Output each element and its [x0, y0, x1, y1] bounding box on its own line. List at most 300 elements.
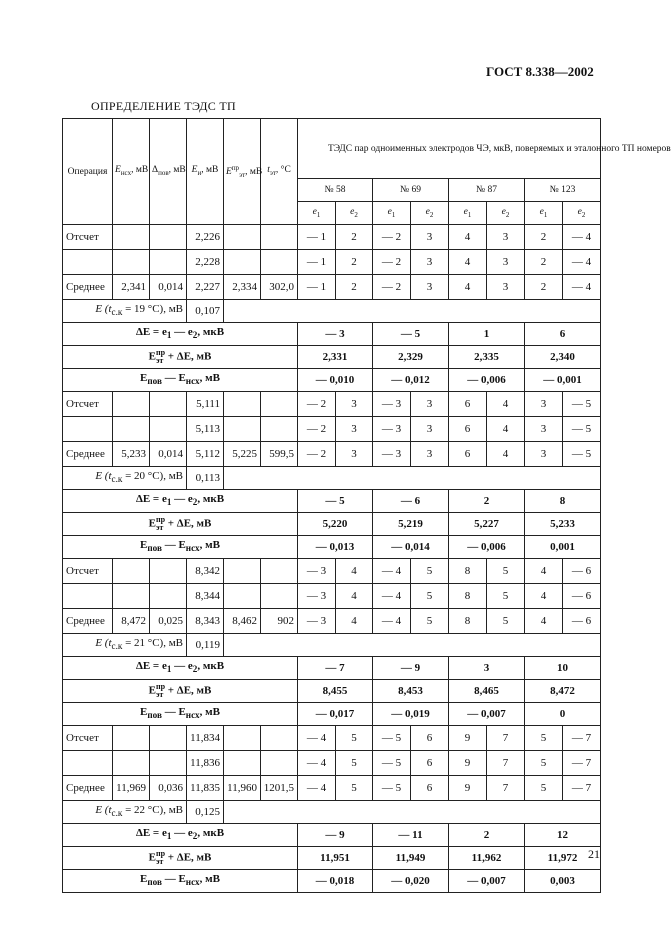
formula-row: [63, 369, 601, 392]
tedc-value-cell: 8: [449, 584, 487, 609]
t-et-cell: [261, 751, 298, 776]
formula-value: — 3: [298, 323, 373, 346]
reference-label: [63, 467, 187, 490]
reference-sub: с.к: [111, 641, 123, 652]
formula-row: [63, 536, 601, 559]
tedc-value-cell: — 5: [373, 751, 411, 776]
header-number: № 58: [298, 179, 373, 202]
reference-label: [63, 801, 187, 824]
formula-sub: 2: [192, 831, 198, 842]
formula-value: — 0,013: [298, 536, 373, 559]
formula-value: 2,340: [525, 346, 601, 369]
tedc-value-cell: — 3: [373, 392, 411, 417]
formula-part: — e: [171, 827, 193, 840]
formula-label: [63, 369, 298, 392]
delta-pov-cell: [150, 559, 187, 584]
tedc-value-cell: 9: [449, 776, 487, 801]
reference-rest: = 19 °C), мВ: [122, 303, 183, 316]
formula-value: 2,331: [298, 346, 373, 369]
operation-cell: [63, 751, 113, 776]
standard-code: ГОСТ 8.338—2002: [486, 64, 594, 79]
formula-row: [63, 703, 601, 726]
reference-sub: с.к: [111, 808, 123, 819]
header-delta-pov: $\Delta_{пов}$, мВ: [150, 119, 187, 225]
formula-sup: пр: [155, 849, 166, 858]
formula-row: [63, 824, 601, 847]
formula-value: 0,001: [525, 536, 601, 559]
formula-value: 11,951: [298, 847, 373, 870]
operation-cell: Среднее: [63, 776, 113, 801]
tedc-value-cell: 8: [449, 609, 487, 634]
tedc-value-cell: 4: [525, 559, 563, 584]
formula-sub: пов: [147, 877, 162, 888]
tedc-value-cell: 6: [411, 776, 449, 801]
formula-part: , мкВ: [197, 827, 225, 840]
tedc-value-cell: 4: [449, 250, 487, 275]
tedc-value-cell: 4: [487, 442, 525, 467]
e-nsh-cell: 11,969: [113, 776, 150, 801]
formula-sub: 1: [166, 664, 172, 675]
tedc-value-cell: 6: [449, 417, 487, 442]
reference-symbol: E (t: [95, 804, 112, 817]
formula-sub: 2: [192, 330, 198, 341]
tedc-value-cell: — 2: [373, 225, 411, 250]
formula-part: ΔE: [135, 326, 151, 339]
delta-pov-cell: 0,014: [150, 275, 187, 300]
tedc-value-cell: 6: [411, 751, 449, 776]
formula-sub: эт: [155, 690, 164, 699]
t-et-cell: 1201,5: [261, 776, 298, 801]
reference-sub: с.к: [111, 307, 123, 318]
formula-sub: 2: [192, 497, 198, 508]
formula-part: ΔE: [135, 827, 151, 840]
operation-cell: Среднее: [63, 609, 113, 634]
e-i-cell: 2,226: [187, 225, 224, 250]
formula-value: 2: [449, 824, 525, 847]
formula-sub: пов: [147, 710, 162, 721]
formula-part: — E: [161, 873, 186, 886]
formula-part: , мкВ: [197, 493, 225, 506]
tedc-value-cell: — 7: [563, 726, 601, 751]
tedc-value-cell: 3: [525, 392, 563, 417]
formula-sub: 1: [166, 330, 172, 341]
tedc-value-cell: 7: [487, 726, 525, 751]
formula-row: [63, 847, 601, 870]
formula-value: 5,227: [449, 513, 525, 536]
table-row: [63, 751, 601, 776]
tedc-value-cell: 3: [487, 225, 525, 250]
table-row: [63, 559, 601, 584]
e-pr-cell: [224, 250, 261, 275]
header-e-pr: $E^{пр}_{эт}$, мВ: [224, 119, 261, 225]
reference-label: [63, 300, 187, 323]
tedc-value-cell: 4: [449, 225, 487, 250]
blank-cell: [224, 634, 601, 657]
tedc-value-cell: — 3: [298, 559, 336, 584]
tedc-value-cell: — 3: [298, 584, 336, 609]
tedc-value-cell: 3: [411, 275, 449, 300]
formula-sub: эт: [155, 356, 164, 365]
reference-value: 0,107: [187, 300, 224, 323]
formula-value: — 6: [373, 490, 449, 513]
blank-cell: [224, 801, 601, 824]
e-nsh-cell: 5,233: [113, 442, 150, 467]
formula-part: = e: [150, 326, 167, 339]
tedc-value-cell: 5: [525, 751, 563, 776]
tedc-value-cell: 5: [411, 584, 449, 609]
e-i-cell: 8,342: [187, 559, 224, 584]
t-et-cell: 302,0: [261, 275, 298, 300]
table-row: [63, 392, 601, 417]
formula-sup: пр: [155, 348, 166, 357]
formula-value: — 0,006: [449, 536, 525, 559]
e-i-cell: 2,228: [187, 250, 224, 275]
operation-cell: Отсчет: [63, 225, 113, 250]
reference-sub: с.к: [111, 474, 123, 485]
formula-label: [63, 536, 298, 559]
tedc-value-cell: — 4: [563, 250, 601, 275]
tedc-value-cell: — 4: [563, 225, 601, 250]
t-et-cell: 599,5: [261, 442, 298, 467]
formula-value: 5,220: [298, 513, 373, 536]
formula-part: E: [148, 684, 156, 697]
e-i-cell: 8,344: [187, 584, 224, 609]
formula-sub: пов: [147, 376, 162, 387]
formula-value: 8,472: [525, 680, 601, 703]
formula-value: — 5: [373, 323, 449, 346]
e-nsh-cell: [113, 726, 150, 751]
formula-row: [63, 346, 601, 369]
e-pr-cell: 8,462: [224, 609, 261, 634]
formula-part: — E: [161, 372, 186, 385]
header-e1: $e_1$: [525, 202, 563, 225]
t-et-cell: 902: [261, 609, 298, 634]
formula-sub: нсх: [185, 877, 200, 888]
reference-value: 0,113: [187, 467, 224, 490]
header-e2: $e_2$: [336, 202, 373, 225]
e-i-cell: 5,111: [187, 392, 224, 417]
formula-value: — 7: [298, 657, 373, 680]
header-operation: Операция: [63, 119, 113, 225]
tedc-value-cell: 2: [525, 250, 563, 275]
header-e-i: $E_и$, мВ: [187, 119, 224, 225]
formula-sub: 1: [166, 497, 172, 508]
tedc-value-cell: 5: [525, 776, 563, 801]
formula-row: [63, 490, 601, 513]
formula-label: [63, 847, 298, 870]
formula-value: 2: [449, 490, 525, 513]
header-e1: $e_1$: [373, 202, 411, 225]
e-i-cell: 8,343: [187, 609, 224, 634]
delta-pov-cell: 0,025: [150, 609, 187, 634]
tedc-value-cell: 3: [336, 392, 373, 417]
tedc-value-cell: 4: [336, 559, 373, 584]
tedc-value-cell: 3: [411, 250, 449, 275]
tedc-value-cell: 4: [487, 392, 525, 417]
tedc-value-cell: — 5: [563, 392, 601, 417]
formula-value: — 0,020: [373, 870, 449, 893]
e-i-cell: 11,835: [187, 776, 224, 801]
reference-row: [63, 801, 601, 824]
header-e2: $e_2$: [487, 202, 525, 225]
formula-part: E: [140, 372, 148, 385]
tedc-value-cell: — 4: [373, 584, 411, 609]
formula-part: , мкВ: [197, 660, 225, 673]
formula-part: E: [140, 873, 148, 886]
formula-value: 11,962: [449, 847, 525, 870]
formula-part: , мВ: [199, 372, 220, 385]
formula-part: + ΔE, мВ: [165, 851, 212, 864]
formula-value: 8,465: [449, 680, 525, 703]
e-i-cell: 11,834: [187, 726, 224, 751]
tedc-value-cell: 9: [449, 726, 487, 751]
tedc-value-cell: 5: [487, 584, 525, 609]
e-pr-cell: 5,225: [224, 442, 261, 467]
formula-part: E: [148, 350, 156, 363]
tedc-value-cell: 2: [525, 275, 563, 300]
e-nsh-cell: [113, 559, 150, 584]
tedc-value-cell: — 6: [563, 584, 601, 609]
tedc-value-cell: — 2: [298, 392, 336, 417]
tedc-value-cell: — 4: [298, 751, 336, 776]
reference-row: [63, 467, 601, 490]
t-et-cell: [261, 559, 298, 584]
formula-label: [63, 490, 298, 513]
tedc-value-cell: — 5: [373, 776, 411, 801]
reference-symbol: E (t: [95, 303, 112, 316]
formula-value: — 0,001: [525, 369, 601, 392]
formula-value: 8,455: [298, 680, 373, 703]
formula-part: — E: [161, 706, 186, 719]
e-nsh-cell: 2,341: [113, 275, 150, 300]
reference-rest: = 21 °C), мВ: [122, 637, 183, 650]
header-number: № 87: [449, 179, 525, 202]
e-pr-cell: 2,334: [224, 275, 261, 300]
formula-value: 0,003: [525, 870, 601, 893]
reference-value: 0,125: [187, 801, 224, 824]
formula-sub: эт: [155, 523, 164, 532]
formula-sup: пр: [155, 682, 166, 691]
tedc-value-cell: 3: [411, 417, 449, 442]
formula-part: = e: [150, 660, 167, 673]
tedc-value-cell: 3: [487, 275, 525, 300]
tedc-value-cell: 5: [336, 751, 373, 776]
formula-part: E: [140, 706, 148, 719]
formula-value: — 0,010: [298, 369, 373, 392]
tedc-value-cell: — 3: [373, 442, 411, 467]
header-t-et: $t_{эт}$, °C: [261, 119, 298, 225]
table-body: [63, 225, 601, 893]
formula-part: — E: [161, 539, 186, 552]
tedc-value-cell: — 5: [563, 417, 601, 442]
operation-cell: Отсчет: [63, 559, 113, 584]
formula-value: — 9: [298, 824, 373, 847]
delta-pov-cell: [150, 225, 187, 250]
e-pr-cell: [224, 726, 261, 751]
table-row: [63, 275, 601, 300]
header-e2: $e_2$: [411, 202, 449, 225]
tedc-value-cell: 4: [487, 417, 525, 442]
formula-sub: нсх: [185, 543, 200, 554]
formula-row: [63, 870, 601, 893]
delta-pov-cell: [150, 250, 187, 275]
formula-value: — 0,019: [373, 703, 449, 726]
tedc-value-cell: — 4: [298, 776, 336, 801]
reference-row: [63, 300, 601, 323]
tedc-value-cell: 2: [336, 250, 373, 275]
delta-pov-cell: [150, 751, 187, 776]
tedc-value-cell: 5: [336, 776, 373, 801]
reference-symbol: E (t: [95, 637, 112, 650]
e-i-cell: 2,227: [187, 275, 224, 300]
e-i-cell: 5,113: [187, 417, 224, 442]
header-e-nsh: $E_{нсх}$, мВ: [113, 119, 150, 225]
e-pr-cell: 11,960: [224, 776, 261, 801]
tedc-value-cell: 2: [336, 275, 373, 300]
formula-label: [63, 824, 298, 847]
formula-sub: нсх: [185, 376, 200, 387]
tedc-value-cell: 4: [449, 275, 487, 300]
formula-sub: 1: [166, 831, 172, 842]
tedc-value-cell: — 7: [563, 751, 601, 776]
operation-cell: Среднее: [63, 275, 113, 300]
formula-sub: нсх: [185, 710, 200, 721]
operation-cell: Отсчет: [63, 392, 113, 417]
formula-value: 1: [449, 323, 525, 346]
tedc-value-cell: 9: [449, 751, 487, 776]
formula-label: [63, 680, 298, 703]
e-nsh-cell: [113, 225, 150, 250]
t-et-cell: [261, 250, 298, 275]
formula-value: — 9: [373, 657, 449, 680]
tedc-value-cell: 2: [525, 225, 563, 250]
e-nsh-cell: [113, 584, 150, 609]
tedc-value-cell: 7: [487, 776, 525, 801]
tedc-value-cell: — 6: [563, 559, 601, 584]
tedc-value-cell: 3: [525, 442, 563, 467]
delta-pov-cell: 0,014: [150, 442, 187, 467]
formula-label: [63, 870, 298, 893]
tedc-value-cell: 5: [487, 559, 525, 584]
formula-part: ΔE: [135, 493, 151, 506]
tedc-value-cell: 5: [411, 559, 449, 584]
tedc-value-cell: — 3: [298, 609, 336, 634]
delta-pov-cell: [150, 726, 187, 751]
operation-cell: Среднее: [63, 442, 113, 467]
formula-value: 3: [449, 657, 525, 680]
formula-sub: пов: [147, 543, 162, 554]
formula-value: — 0,007: [449, 870, 525, 893]
reference-label: [63, 634, 187, 657]
header-e1: $e_1$: [449, 202, 487, 225]
formula-part: = e: [150, 827, 167, 840]
formula-part: = e: [150, 493, 167, 506]
tedc-value-cell: 2: [336, 225, 373, 250]
section-title: ОПРЕДЕЛЕНИЕ ТЭДС ТП: [91, 99, 236, 113]
formula-value: 2,329: [373, 346, 449, 369]
formula-part: ΔE: [135, 660, 151, 673]
operation-cell: Отсчет: [63, 726, 113, 751]
tedc-value-cell: 3: [411, 392, 449, 417]
t-et-cell: [261, 417, 298, 442]
reference-rest: = 22 °C), мВ: [122, 804, 183, 817]
e-i-cell: 5,112: [187, 442, 224, 467]
reference-row: [63, 634, 601, 657]
tedc-value-cell: 4: [525, 584, 563, 609]
formula-label: [63, 703, 298, 726]
formula-value: 11,949: [373, 847, 449, 870]
blank-cell: [224, 467, 601, 490]
tedc-value-cell: 7: [487, 751, 525, 776]
e-pr-cell: [224, 584, 261, 609]
formula-value: 8,453: [373, 680, 449, 703]
tedc-value-cell: 6: [411, 726, 449, 751]
formula-part: E: [148, 517, 156, 530]
tedc-value-cell: — 4: [373, 609, 411, 634]
tedc-value-cell: — 2: [298, 442, 336, 467]
tedc-value-cell: — 1: [298, 225, 336, 250]
reference-symbol: E (t: [95, 470, 112, 483]
e-nsh-cell: [113, 392, 150, 417]
page-number: 21: [588, 847, 600, 861]
tedc-value-cell: 3: [487, 250, 525, 275]
formula-row: [63, 323, 601, 346]
tedc-value-cell: — 5: [563, 442, 601, 467]
table-row: [63, 225, 601, 250]
header-number: № 69: [373, 179, 449, 202]
tedc-value-cell: — 1: [298, 250, 336, 275]
table-row: [63, 776, 601, 801]
formula-value: 5,219: [373, 513, 449, 536]
e-nsh-cell: [113, 751, 150, 776]
e-pr-cell: [224, 559, 261, 584]
e-nsh-cell: [113, 250, 150, 275]
e-pr-cell: [224, 225, 261, 250]
formula-label: [63, 513, 298, 536]
header-group: ТЭДС пар одноименных электродов ЧЭ, мкВ, поверяемых и эталонного ТП номеров: [298, 119, 601, 179]
delta-pov-cell: [150, 417, 187, 442]
formula-value: 0: [525, 703, 601, 726]
header-e1: $e_1$: [298, 202, 336, 225]
tedc-value-cell: 6: [449, 442, 487, 467]
formula-part: — e: [171, 326, 193, 339]
e-pr-cell: [224, 392, 261, 417]
formula-label: [63, 346, 298, 369]
table-row: [63, 442, 601, 467]
tedc-value-cell: 5: [336, 726, 373, 751]
tedc-value-cell: 5: [411, 609, 449, 634]
formula-value: 10: [525, 657, 601, 680]
e-nsh-cell: 8,472: [113, 609, 150, 634]
tedc-value-cell: — 1: [298, 275, 336, 300]
formula-value: — 5: [298, 490, 373, 513]
tedc-value-cell: 4: [336, 609, 373, 634]
tedc-value-cell: 5: [487, 609, 525, 634]
formula-value: 5,233: [525, 513, 601, 536]
operation-cell: [63, 584, 113, 609]
header-e2: $e_2$: [563, 202, 601, 225]
formula-part: + ΔE, мВ: [165, 684, 212, 697]
formula-label: [63, 323, 298, 346]
e-i-cell: 11,836: [187, 751, 224, 776]
formula-value: — 0,014: [373, 536, 449, 559]
formula-sub: эт: [155, 857, 164, 866]
formula-part: E: [148, 851, 156, 864]
formula-value: — 0,007: [449, 703, 525, 726]
e-nsh-cell: [113, 417, 150, 442]
formula-part: E: [140, 539, 148, 552]
delta-pov-cell: [150, 584, 187, 609]
